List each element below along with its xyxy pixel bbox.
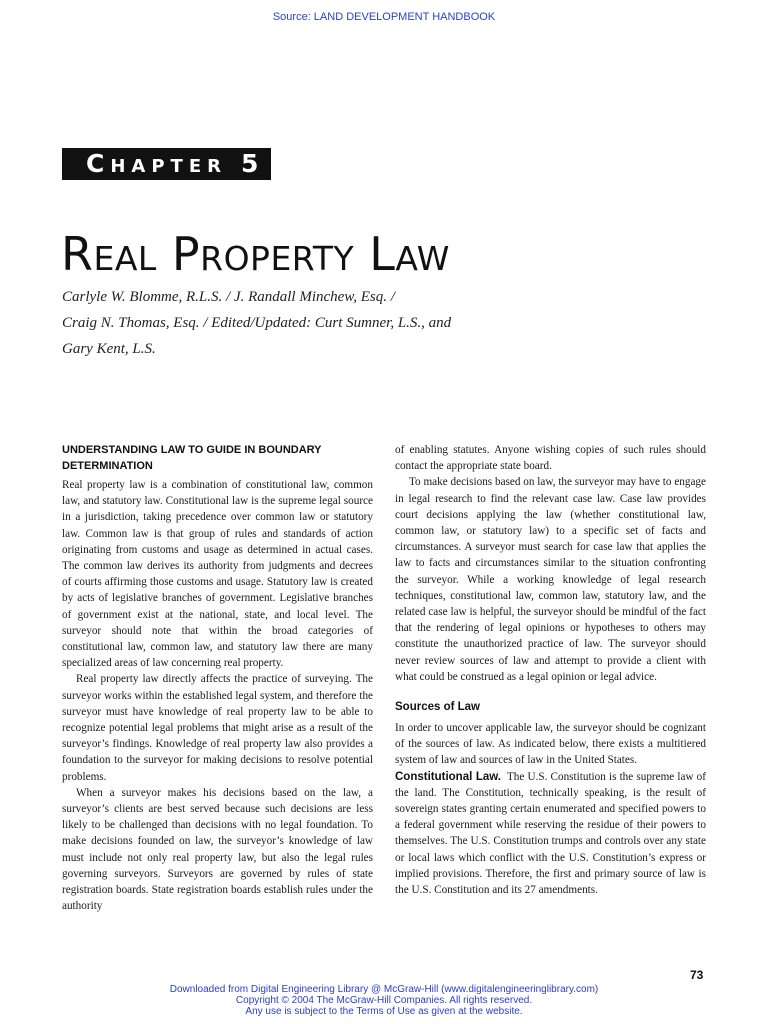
chapter-word-rest: HAPTER	[110, 156, 227, 177]
body-paragraph: Real property law is a combination of constitutional law, common law, and statutory law. Constitutional law is the supreme legal source in a jurisdiction, taking precedence over common law or statutory law. Common law is that group of rules and standards of action originating from customs and usage as determined in actual cases. The common law derives its authority from judgments and decrees of courts affirming those customs and usage. Statutory law is created by acts of legislative branches of government. Legislative branches of government exist at the national, state, and local level. The surveyor should note that within the broad categories of constitutional law, common law, and statutory law there are many specialized areas of law concerning real property.	[62, 479, 373, 670]
footer-download-line: Downloaded from Digital Engineering Library @ McGraw-Hill (www.digitalengineeringlibrary.com)	[169, 984, 599, 995]
constitutional-law-paragraph	[395, 769, 706, 899]
footer-terms-line: Any use is subject to the Terms of Use as given at the website.	[245, 1006, 523, 1017]
title-initial-1: R	[61, 227, 94, 281]
title-initial-2: P	[171, 227, 201, 281]
author-line: Carlyle W. Blomme, R.L.S. / J. Randall Minchew, Esq. /	[62, 289, 395, 305]
body-paragraph: To make decisions based on law, the surveyor may have to engage in legal research to find the relevant case law. Case law provides court decisions applying the law (whether constitutional law, common law, or statutory law) to a specific set of facts and circumstances. A surveyor must search for case law that applies the law to facts and circumstances similar to the situation confronting the surveyor. While a working knowledge of legal research techniques, constitutional law, common law, statutory law, and the related case law is helpful, the surveyor should be mindful of the fact that the rendering of legal opinions or hypotheses to others may constitute the unauthorized practice of law. The surveyor should never review sources of law and attempt to provide a client with what could be construed as a legal opinion or legal advice.	[395, 476, 706, 683]
author-line: Gary Kent, L.S.	[62, 341, 156, 357]
authors-block	[62, 284, 582, 362]
title-rest-1: EAL	[93, 239, 157, 278]
page-number: 73	[690, 968, 704, 982]
title-rest-3: AW	[395, 239, 450, 278]
right-column	[395, 442, 706, 898]
body-paragraph: When a surveyor makes his decisions based on the law, a surveyor’s clients are best served because such decisions are less likely to be challenged than decisions with no legal foundation. To make decisions founded on law, the surveyor’s knowledge of law must include not only real property law, but also the legal rules governing surveyors. Surveyors are governed by rules of state registration boards. State registration boards establish rules under the authority	[62, 786, 373, 913]
author-line: Craig N. Thomas, Esq. / Edited/Updated: Curt Sumner, L.S., and	[62, 315, 452, 331]
body-paragraph: of enabling statutes. Anyone wishing copies of such rules should contact the appropriate state board.	[395, 444, 706, 473]
title-rest-2: ROPERTY	[200, 239, 355, 278]
chapter-initial: C	[86, 149, 111, 178]
body-paragraph: In order to uncover applicable law, the surveyor should be cognizant of the sources of law. As indicated below, there exists a multitiered system of law and sources of law in the United States.	[395, 722, 706, 767]
chapter-number: 5	[241, 149, 265, 178]
title-initial-3: L	[369, 227, 396, 281]
subsection-heading: Sources of Law	[395, 701, 480, 714]
run-in-text: The U.S. Constitution is the supreme law of the land. The Constitution, technically speaking, is the result of sovereign states granting certain enumerated and specified powers to a federal government while reserving the residue of their powers to themselves. The U.S. Constitution trumps and controls over any state or local laws which conflict with the U.S. Constitution’s express or implied provisions. Therefore, the first and primary source of law is the U.S. Constitution and its 27 amendments.	[395, 770, 707, 897]
left-column	[62, 442, 373, 914]
chapter-title	[61, 226, 450, 287]
section-heading: UNDERSTANDING LAW TO GUIDE IN BOUNDARY DETERMINATION	[62, 444, 322, 472]
run-in-heading: Constitutional Law.	[395, 770, 501, 783]
body-paragraph: Real property law directly affects the practice of surveying. The surveyor works within the established legal system, and therefore the surveyor must have knowledge of real property law to be able to recognize potential legal problems that might arise as a result of the surveyor’s findings. Knowledge of real property law also provides a foundation to the surveyor for making decisions to resolve potential problems.	[62, 673, 373, 783]
footer	[0, 984, 768, 1017]
source-line: Source: LAND DEVELOPMENT HANDBOOK	[272, 11, 496, 23]
footer-copyright-line: Copyright © 2004 The McGraw-Hill Companies. All rights reserved.	[235, 995, 533, 1006]
chapter-label	[62, 148, 271, 180]
